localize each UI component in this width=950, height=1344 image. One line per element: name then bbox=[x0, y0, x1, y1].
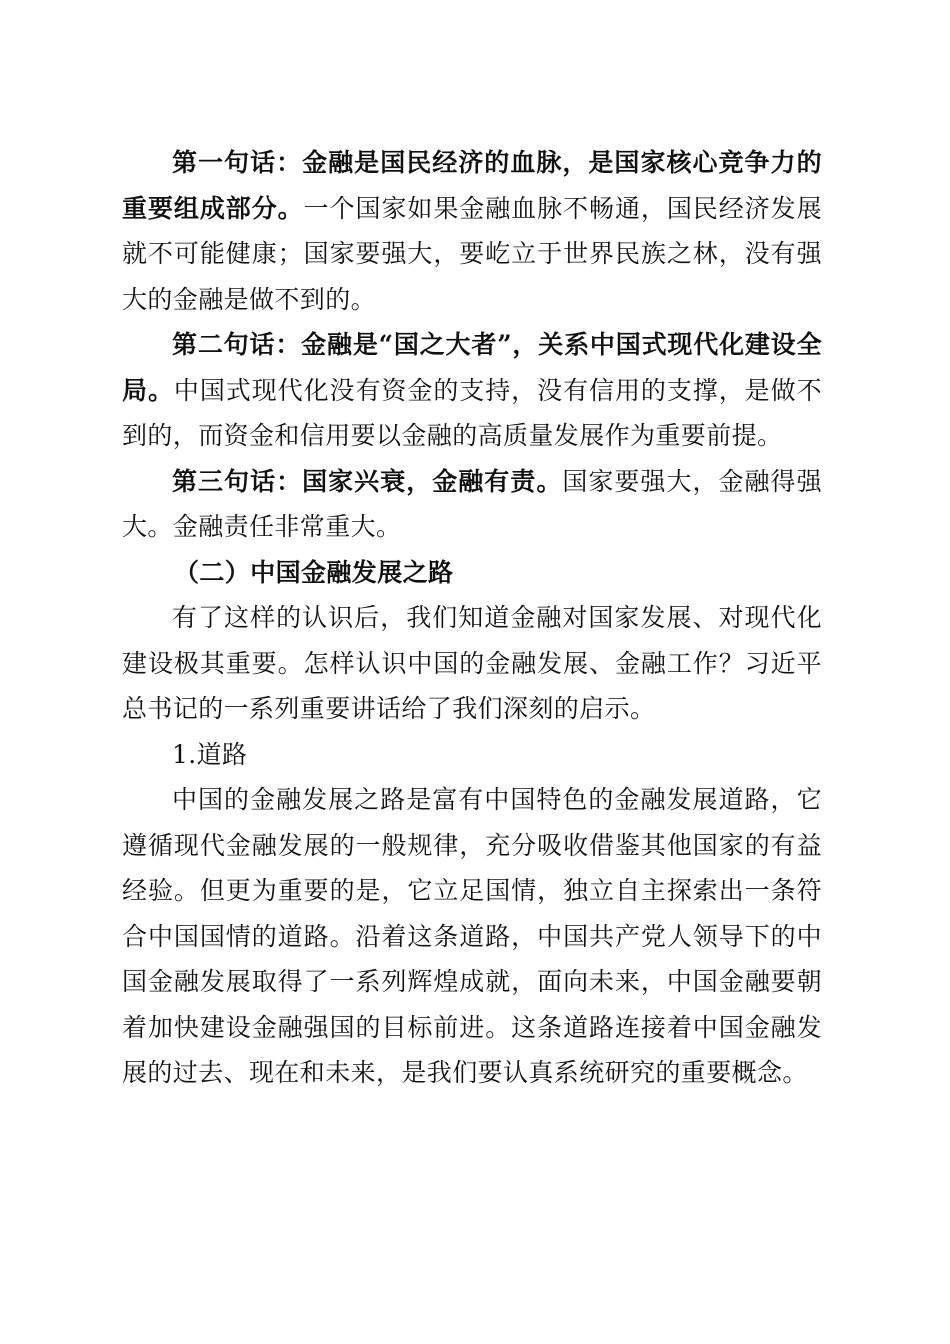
intro-paragraph: 有了这样的认识后，我们知道金融对国家发展、对现代化建设极其重要。怎样认识中国的金融发展、金融工作？习近平总书记的一系列重要讲话给了我们深刻的启示。 bbox=[122, 603, 822, 723]
paragraph-second-sentence bbox=[122, 322, 822, 459]
paragraph-lead: 第三句话：国家兴衰，金融有责。 bbox=[172, 466, 563, 496]
paragraph-first-sentence bbox=[122, 140, 822, 322]
paragraph-body: 国家要强大，金融得强大。金融责任非常重大。 bbox=[122, 466, 822, 541]
paragraph-lead: 第一句话：金融是国民经济的血脉，是国家核心竞争力的重要组成部分。 bbox=[122, 148, 822, 223]
paragraph-third-sentence bbox=[122, 459, 822, 550]
paragraph-lead: 第二句话：金融是“国之大者”，关系中国式现代化建设全局。 bbox=[122, 330, 822, 405]
paragraph-body: 一个国家如果金融血脉不畅通，国民经济发展就不可能健康；国家要强大，要屹立于世界民族之林，没有强大的金融是做不到的。 bbox=[122, 193, 822, 314]
paragraph-body: 中国式现代化没有资金的支持，没有信用的支撑，是做不到的，而资金和信用要以金融的高质量发展作为重要前提。 bbox=[122, 375, 822, 450]
road-paragraph: 中国的金融发展之路是富有中国特色的金融发展道路，它遵循现代金融发展的一般规律，充分吸收借鉴其他国家的有益经验。但更为重要的是，它立足国情，独立自主探索出一条符合中国国情的道路。沿着这条道路，中国共产党人领导下的中国金融发展取得了一系列辉煌成就，面向未来，中国金融要朝着加快建设金融强国的目标前进。这条道路连接着中国金融发展的过去、现在和未来，是我们要认真系统研究的重要概念。 bbox=[122, 785, 822, 1087]
subheading: 1.道路 bbox=[172, 739, 248, 769]
section-heading: （二）中国金融发展之路 bbox=[174, 557, 454, 587]
document-page bbox=[122, 140, 822, 1096]
